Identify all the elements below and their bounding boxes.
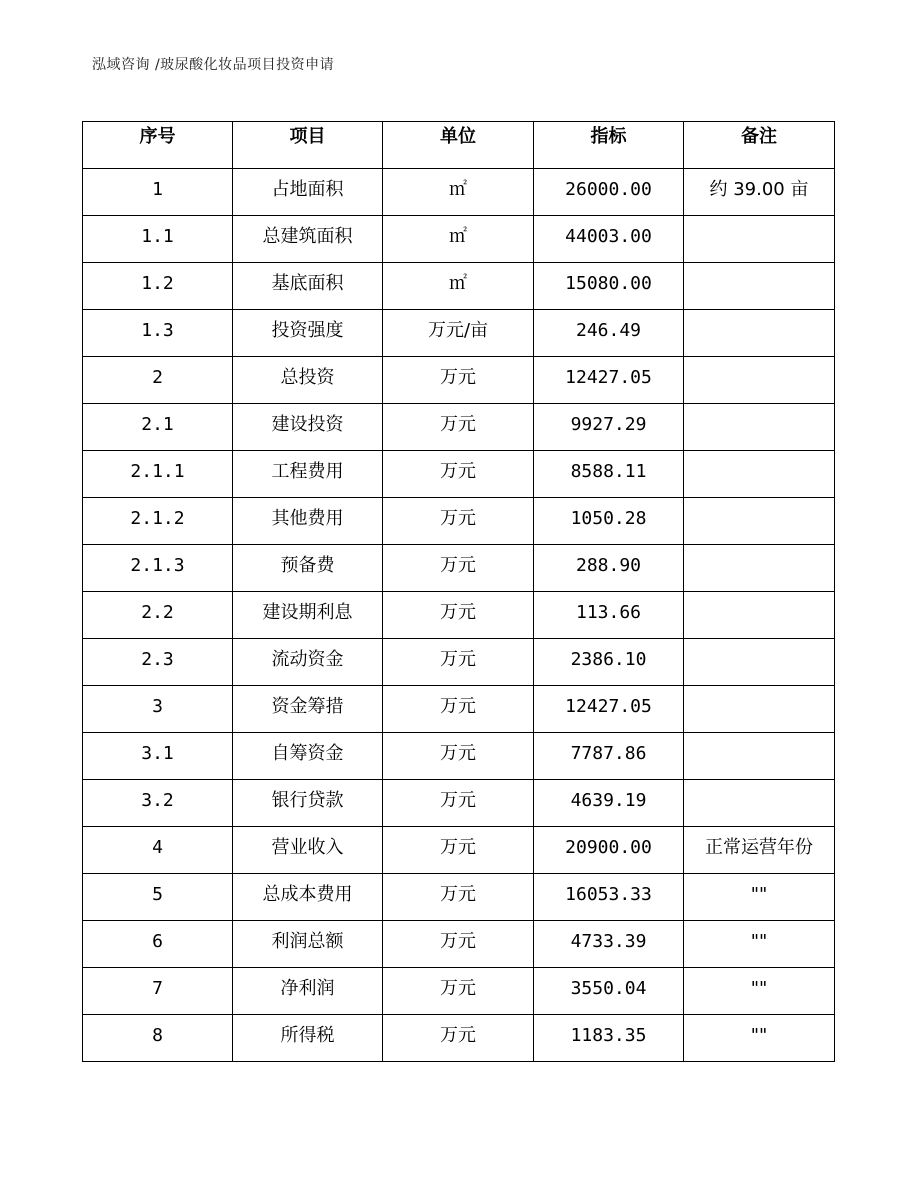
row-number: 6 [83, 921, 233, 968]
row-number: 2.2 [83, 592, 233, 639]
table-row [83, 733, 835, 780]
row-unit: 万元 [383, 404, 534, 451]
table-row [83, 921, 835, 968]
column-header-item: 项目 [233, 122, 383, 169]
row-number: 5 [83, 874, 233, 921]
row-note [684, 404, 835, 451]
row-number: 1.2 [83, 263, 233, 310]
row-unit: 万元 [383, 874, 534, 921]
row-number: 1 [83, 169, 233, 216]
table-row [83, 1015, 835, 1062]
row-unit: 万元 [383, 827, 534, 874]
table-row [83, 686, 835, 733]
row-note: "" [684, 874, 835, 921]
row-note [684, 780, 835, 827]
table-row [83, 404, 835, 451]
row-item: 所得税 [233, 1015, 383, 1062]
row-value: 9927.29 [534, 404, 684, 451]
row-note [684, 592, 835, 639]
row-value: 7787.86 [534, 733, 684, 780]
row-unit: 万元 [383, 357, 534, 404]
row-number: 7 [83, 968, 233, 1015]
row-unit: ㎡ [383, 216, 534, 263]
row-value: 4639.19 [534, 780, 684, 827]
row-item: 建设投资 [233, 404, 383, 451]
row-note [684, 639, 835, 686]
row-note: "" [684, 968, 835, 1015]
row-note [684, 545, 835, 592]
row-item: 银行贷款 [233, 780, 383, 827]
row-item: 其他费用 [233, 498, 383, 545]
row-number: 2.1.1 [83, 451, 233, 498]
row-item: 总建筑面积 [233, 216, 383, 263]
row-number: 8 [83, 1015, 233, 1062]
column-header-unit: 单位 [383, 122, 534, 169]
indicator-table [82, 121, 835, 1062]
row-value: 12427.05 [534, 357, 684, 404]
row-item: 建设期利息 [233, 592, 383, 639]
row-unit: 万元 [383, 780, 534, 827]
row-value: 16053.33 [534, 874, 684, 921]
row-unit: ㎡ [383, 263, 534, 310]
row-value: 288.90 [534, 545, 684, 592]
row-note [684, 263, 835, 310]
row-number: 2.1.2 [83, 498, 233, 545]
row-value: 1050.28 [534, 498, 684, 545]
row-number: 4 [83, 827, 233, 874]
row-unit: 万元 [383, 686, 534, 733]
row-note [684, 216, 835, 263]
table-row [83, 216, 835, 263]
row-unit: 万元 [383, 968, 534, 1015]
row-value: 246.49 [534, 310, 684, 357]
row-number: 1.3 [83, 310, 233, 357]
table-row [83, 827, 835, 874]
row-unit: 万元 [383, 545, 534, 592]
row-value: 44003.00 [534, 216, 684, 263]
row-value: 1183.35 [534, 1015, 684, 1062]
column-header-note: 备注 [684, 122, 835, 169]
row-unit: 万元 [383, 592, 534, 639]
column-header-value: 指标 [534, 122, 684, 169]
table-row [83, 451, 835, 498]
row-unit: 万元 [383, 451, 534, 498]
row-number: 2.1 [83, 404, 233, 451]
table-row [83, 592, 835, 639]
row-note: 正常运营年份 [684, 827, 835, 874]
row-value: 12427.05 [534, 686, 684, 733]
table-row [83, 780, 835, 827]
table-row [83, 263, 835, 310]
row-item: 利润总额 [233, 921, 383, 968]
row-number: 2 [83, 357, 233, 404]
header-row [83, 122, 835, 169]
row-item: 营业收入 [233, 827, 383, 874]
table-row [83, 874, 835, 921]
row-note [684, 733, 835, 780]
row-number: 3.2 [83, 780, 233, 827]
table-row [83, 169, 835, 216]
row-value: 2386.10 [534, 639, 684, 686]
row-number: 2.1.3 [83, 545, 233, 592]
row-unit: 万元 [383, 921, 534, 968]
row-item: 工程费用 [233, 451, 383, 498]
row-value: 15080.00 [534, 263, 684, 310]
row-unit: 万元 [383, 733, 534, 780]
row-value: 113.66 [534, 592, 684, 639]
row-item: 投资强度 [233, 310, 383, 357]
row-value: 20900.00 [534, 827, 684, 874]
row-item: 自筹资金 [233, 733, 383, 780]
row-note [684, 357, 835, 404]
row-number: 2.3 [83, 639, 233, 686]
row-number: 3 [83, 686, 233, 733]
table-row [83, 498, 835, 545]
row-value: 8588.11 [534, 451, 684, 498]
row-item: 预备费 [233, 545, 383, 592]
row-item: 流动资金 [233, 639, 383, 686]
table-row [83, 310, 835, 357]
row-unit: 万元 [383, 498, 534, 545]
row-unit: ㎡ [383, 169, 534, 216]
table-row [83, 357, 835, 404]
row-item: 净利润 [233, 968, 383, 1015]
table-row [83, 545, 835, 592]
row-note: "" [684, 1015, 835, 1062]
row-item: 总投资 [233, 357, 383, 404]
row-value: 3550.04 [534, 968, 684, 1015]
column-header-no: 序号 [83, 122, 233, 169]
row-value: 4733.39 [534, 921, 684, 968]
row-unit: 万元 [383, 639, 534, 686]
row-item: 基底面积 [233, 263, 383, 310]
row-note: 约 39.00 亩 [684, 169, 835, 216]
table-row [83, 639, 835, 686]
row-note [684, 310, 835, 357]
row-item: 资金筹措 [233, 686, 383, 733]
row-unit: 万元 [383, 1015, 534, 1062]
table-header [83, 122, 835, 169]
row-note [684, 498, 835, 545]
page-header: 泓域咨询 /玻尿酸化妆品项目投资申请 [92, 57, 335, 73]
row-number: 3.1 [83, 733, 233, 780]
table-row [83, 968, 835, 1015]
row-item: 总成本费用 [233, 874, 383, 921]
row-number: 1.1 [83, 216, 233, 263]
table-body [83, 169, 835, 1062]
row-note: "" [684, 921, 835, 968]
row-note [684, 451, 835, 498]
row-item: 占地面积 [233, 169, 383, 216]
row-value: 26000.00 [534, 169, 684, 216]
row-note [684, 686, 835, 733]
row-unit: 万元/亩 [383, 310, 534, 357]
